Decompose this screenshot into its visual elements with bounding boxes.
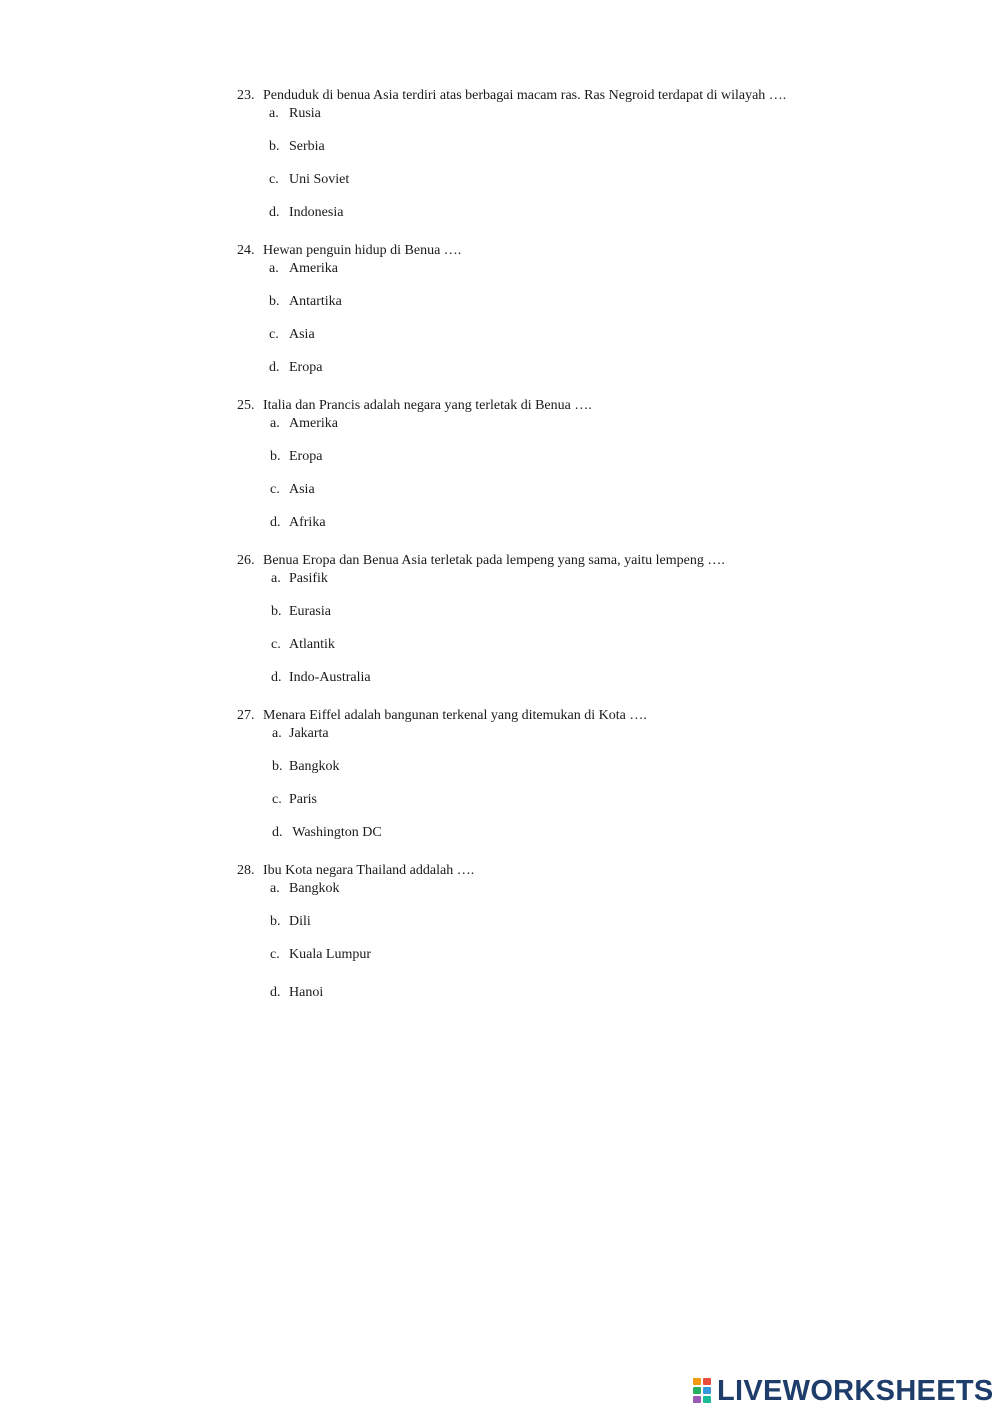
option-text: Jakarta	[289, 726, 329, 741]
question-text: Ibu Kota negara Thailand addalah ….	[263, 863, 475, 878]
question-text: Benua Eropa dan Benua Asia terletak pada lempeng yang sama, yaitu lempeng ….	[263, 553, 725, 568]
question-text: Italia dan Prancis adalah negara yang terletak di Benua ….	[263, 398, 592, 413]
option-text: Asia	[289, 327, 315, 342]
option-letter: b.	[270, 914, 281, 929]
option-letter: b.	[270, 449, 281, 464]
option-text: Atlantik	[289, 637, 335, 652]
option-letter: c.	[269, 172, 279, 187]
option-letter: b.	[272, 759, 283, 774]
liveworksheets-logo-icon	[693, 1378, 713, 1404]
option-text: Bangkok	[289, 881, 340, 896]
option-letter: c.	[269, 327, 279, 342]
option-letter: b.	[271, 604, 282, 619]
question-text: Hewan penguin hidup di Benua ….	[263, 243, 462, 258]
option-letter: b.	[269, 294, 280, 309]
question-number: 26.	[237, 553, 255, 568]
option-text: Asia	[289, 482, 315, 497]
question-number: 27.	[237, 708, 255, 723]
liveworksheets-brand[interactable]	[693, 1376, 994, 1406]
option-text: Rusia	[289, 106, 321, 121]
option-text: Amerika	[289, 261, 338, 276]
option-text: Paris	[289, 792, 317, 807]
option-letter: a.	[269, 261, 279, 276]
option-text: Kuala Lumpur	[289, 947, 372, 962]
option-letter: b.	[269, 139, 280, 154]
option-letter: d.	[269, 360, 280, 375]
option-text: Indonesia	[289, 205, 344, 220]
option-letter: c.	[270, 482, 280, 497]
option-letter: d.	[272, 825, 283, 840]
option-text: Washington DC	[289, 825, 382, 840]
option-letter: c.	[271, 637, 281, 652]
option-text: Indo-Australia	[289, 670, 371, 685]
option-letter: d.	[269, 205, 280, 220]
option-text: Uni Soviet	[289, 172, 350, 187]
option-text: Hanoi	[289, 985, 324, 1000]
option-text: Bangkok	[289, 759, 340, 774]
option-letter: c.	[270, 947, 280, 962]
question-number: 23.	[237, 88, 255, 103]
option-letter: d.	[271, 670, 282, 685]
question-number: 25.	[237, 398, 255, 413]
option-letter: a.	[270, 416, 280, 431]
option-text: Amerika	[289, 416, 338, 431]
question-number: 28.	[237, 863, 255, 878]
option-text: Antartika	[289, 294, 342, 309]
option-text: Eropa	[289, 360, 323, 375]
option-text: Pasifik	[289, 571, 328, 586]
option-text: Afrika	[289, 515, 326, 530]
question-text: Penduduk di benua Asia terdiri atas berbagai macam ras. Ras Negroid terdapat di wilayah ….	[263, 88, 787, 103]
option-letter: a.	[270, 881, 280, 896]
option-letter: d.	[270, 515, 281, 530]
option-text: Dili	[289, 914, 311, 929]
option-letter: c.	[272, 792, 282, 807]
option-text: Serbia	[289, 139, 325, 154]
option-letter: a.	[269, 106, 279, 121]
option-text: Eropa	[289, 449, 323, 464]
option-letter: d.	[270, 985, 281, 1000]
option-letter: a.	[272, 726, 282, 741]
question-text: Menara Eiffel adalah bangunan terkenal yang ditemukan di Kota ….	[263, 708, 647, 723]
option-text: Eurasia	[289, 604, 331, 619]
brand-text: LIVEWORKSHEETS	[717, 1374, 994, 1407]
option-letter: a.	[271, 571, 281, 586]
question-number: 24.	[237, 243, 255, 258]
